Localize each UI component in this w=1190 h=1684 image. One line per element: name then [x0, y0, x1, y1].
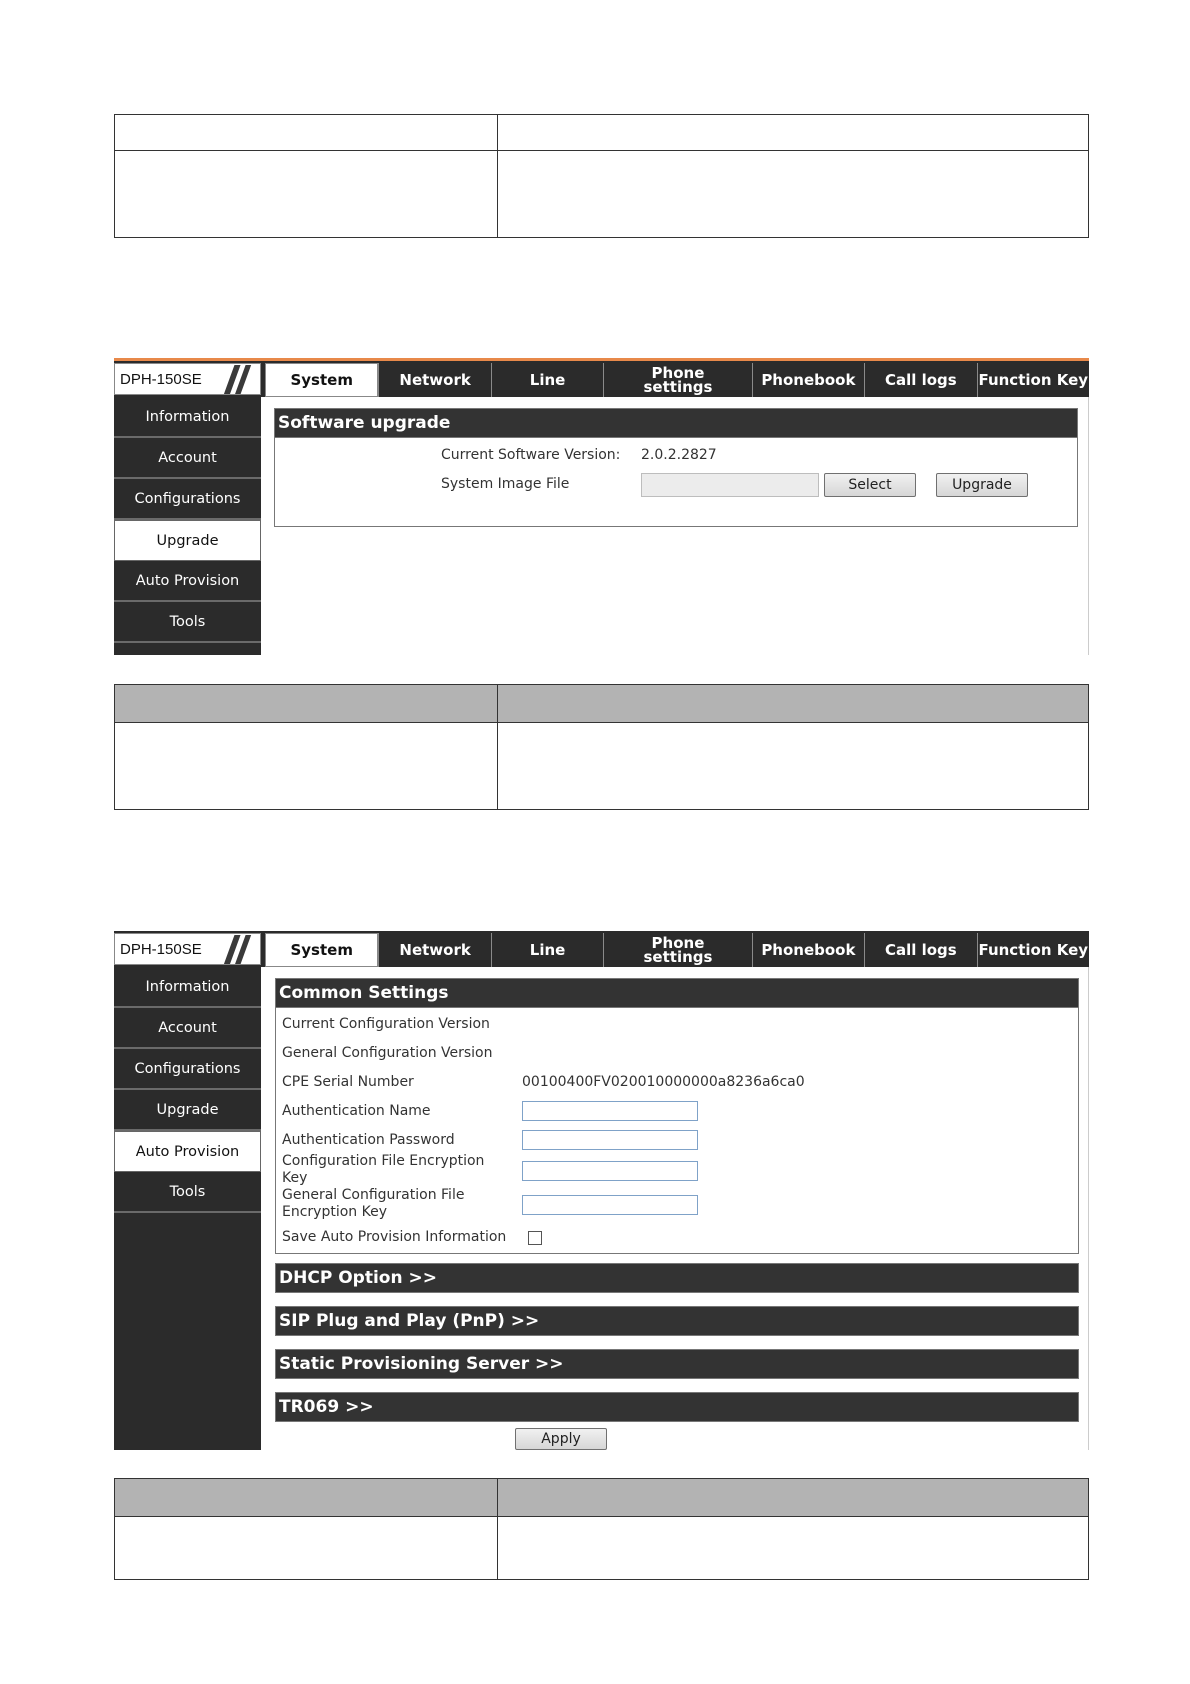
- sidebar-item-auto-provision[interactable]: Auto Provision: [114, 1131, 261, 1172]
- table-cell: [498, 723, 1089, 810]
- table-header-cell: [115, 685, 498, 723]
- software-upgrade-header: Software upgrade: [274, 408, 1078, 438]
- auth-password-label: Authentication Password: [282, 1132, 455, 1148]
- doc-table-bottom: [114, 1478, 1089, 1580]
- auth-password-input[interactable]: [522, 1130, 698, 1150]
- table-header-cell: [115, 1479, 498, 1517]
- sidebar: [114, 967, 261, 1450]
- auth-name-input[interactable]: [522, 1101, 698, 1121]
- sidebar-item-information[interactable]: Information: [114, 397, 261, 438]
- model-name: DPH-150SE: [120, 940, 202, 958]
- save-info-label: Save Auto Provision Information: [282, 1229, 507, 1245]
- sidebar-item-tools[interactable]: Tools: [114, 602, 261, 643]
- tr069-header[interactable]: TR069 >>: [275, 1392, 1079, 1422]
- tab-line[interactable]: Line: [491, 933, 603, 967]
- logo-slash-icon: [214, 935, 254, 964]
- sidebar-item-tools[interactable]: Tools: [114, 1172, 261, 1213]
- sidebar-item-configurations[interactable]: Configurations: [114, 1049, 261, 1090]
- auto-provision-screenshot: [114, 931, 1089, 1450]
- tab-phone-settings[interactable]: Phone settings: [603, 363, 751, 397]
- doc-table-middle: [114, 684, 1089, 810]
- table-header-cell: [115, 115, 498, 151]
- select-button[interactable]: Select: [824, 473, 916, 497]
- tab-system[interactable]: System: [265, 363, 378, 397]
- current-config-version-label: Current Configuration Version: [282, 1016, 490, 1032]
- current-version-label: Current Software Version:: [441, 447, 621, 463]
- tab-call-logs[interactable]: Call logs: [864, 933, 976, 967]
- tab-phone-settings[interactable]: Phone settings: [603, 933, 751, 967]
- table-cell: [115, 1517, 498, 1580]
- sidebar-item-information[interactable]: Information: [114, 967, 261, 1008]
- tab-phonebook[interactable]: Phonebook: [752, 363, 864, 397]
- sidebar-item-upgrade[interactable]: Upgrade: [114, 1090, 261, 1131]
- general-config-key-input[interactable]: [522, 1195, 698, 1215]
- tab-function-key[interactable]: Function Key: [977, 933, 1089, 967]
- sidebar-item-auto-provision[interactable]: Auto Provision: [114, 561, 261, 602]
- table-header-cell: [498, 685, 1089, 723]
- config-key-input[interactable]: [522, 1161, 698, 1181]
- sidebar-item-upgrade[interactable]: Upgrade: [114, 520, 261, 561]
- tab-line[interactable]: Line: [491, 363, 603, 397]
- sidebar: [114, 397, 261, 655]
- sidebar-item-account[interactable]: Account: [114, 1008, 261, 1049]
- upgrade-screenshot: [114, 361, 1089, 655]
- common-settings-header: Common Settings: [275, 978, 1079, 1008]
- tab-function-key[interactable]: Function Key: [977, 363, 1089, 397]
- tab-network[interactable]: Network: [378, 933, 490, 967]
- table-cell: [498, 1517, 1089, 1580]
- image-file-input[interactable]: [641, 473, 819, 497]
- upgrade-button[interactable]: Upgrade: [936, 473, 1028, 497]
- sip-pnp-header[interactable]: SIP Plug and Play (PnP) >>: [275, 1306, 1079, 1336]
- model-logo: [114, 363, 261, 395]
- logo-slash-icon: [214, 365, 254, 394]
- save-info-checkbox[interactable]: [528, 1231, 542, 1245]
- tab-network[interactable]: Network: [378, 363, 490, 397]
- tab-bar: [265, 363, 1089, 397]
- general-config-key-label: General Configuration File Encryption Key: [282, 1187, 465, 1220]
- general-config-version-label: General Configuration Version: [282, 1045, 493, 1061]
- tab-bar: [265, 933, 1089, 967]
- table-cell: [115, 151, 498, 238]
- content-edge: [1088, 967, 1089, 1450]
- model-logo: [114, 933, 261, 965]
- content-edge: [1088, 397, 1089, 655]
- model-name: DPH-150SE: [120, 370, 202, 388]
- cpe-serial-value: 00100400FV020010000000a8236a6ca0: [522, 1074, 805, 1090]
- static-server-header[interactable]: Static Provisioning Server >>: [275, 1349, 1079, 1379]
- sidebar-item-account[interactable]: Account: [114, 438, 261, 479]
- tab-phonebook[interactable]: Phonebook: [752, 933, 864, 967]
- dhcp-option-header[interactable]: DHCP Option >>: [275, 1263, 1079, 1293]
- doc-table-top: [114, 114, 1089, 238]
- cpe-serial-label: CPE Serial Number: [282, 1074, 414, 1090]
- tab-system[interactable]: System: [265, 933, 378, 967]
- table-header-cell: [498, 1479, 1089, 1517]
- current-version-value: 2.0.2.2827: [641, 447, 717, 463]
- auth-name-label: Authentication Name: [282, 1103, 431, 1119]
- image-file-label: System Image File: [441, 476, 570, 492]
- config-key-label: Configuration File Encryption Key: [282, 1153, 485, 1186]
- tab-call-logs[interactable]: Call logs: [864, 363, 976, 397]
- table-header-cell: [498, 115, 1089, 151]
- sidebar-item-configurations[interactable]: Configurations: [114, 479, 261, 520]
- apply-button[interactable]: Apply: [515, 1428, 607, 1450]
- table-cell: [498, 151, 1089, 238]
- table-cell: [115, 723, 498, 810]
